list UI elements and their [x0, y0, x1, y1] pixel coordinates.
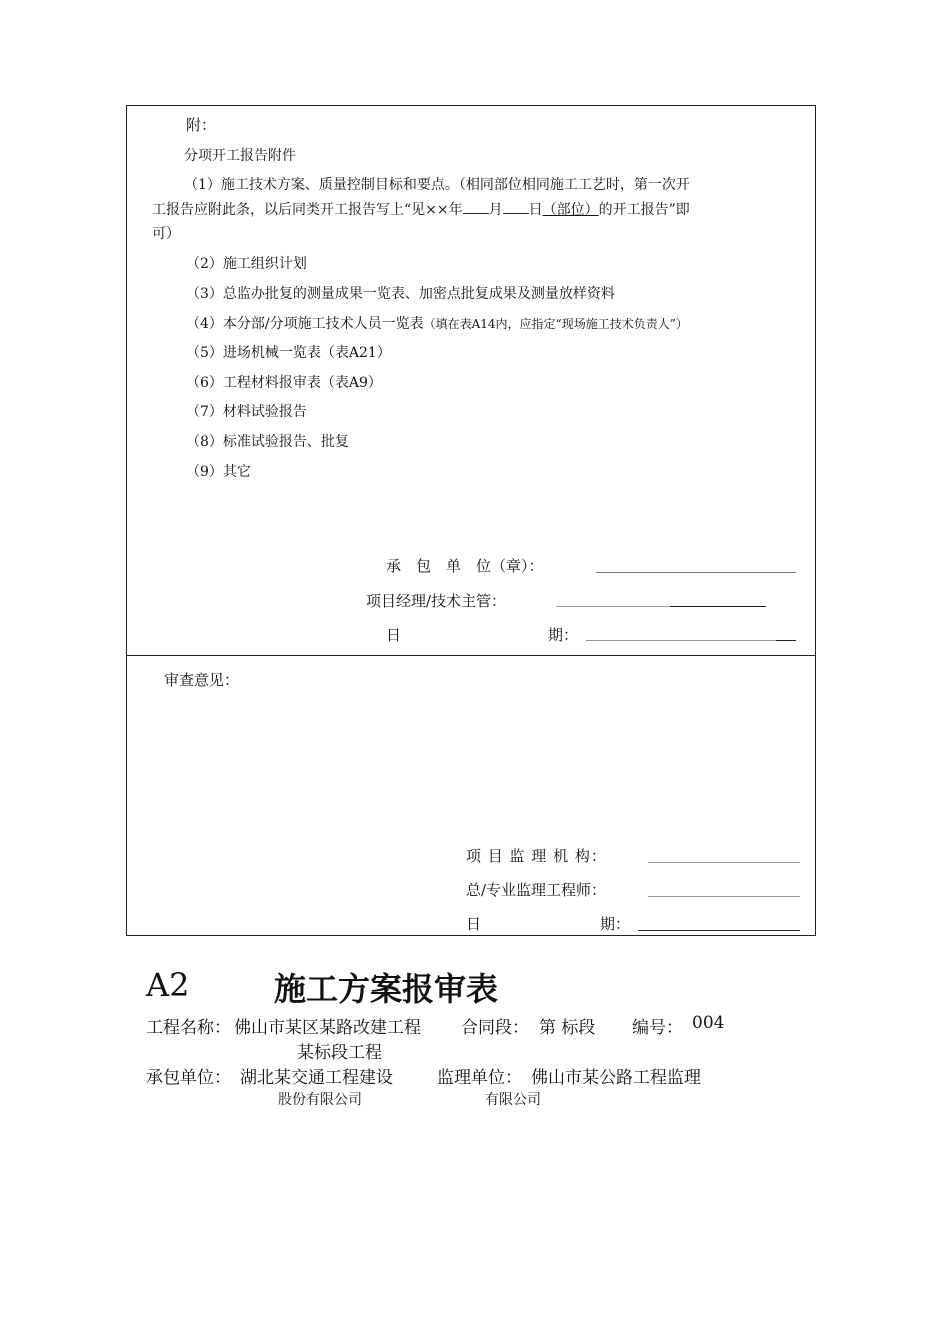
- review-heading: 审查意见：: [164, 671, 240, 689]
- review-date-line: [638, 930, 800, 931]
- supervising-engineer-line: [648, 896, 800, 897]
- contractor-value-2: 股份有限公司: [278, 1092, 362, 1108]
- contractor-date-label-b: 期：: [548, 626, 579, 644]
- month-blank: [503, 213, 529, 214]
- contractor-date-line-2: [776, 640, 796, 641]
- contract-section-value: 第 标段: [539, 1018, 596, 1038]
- review-date-label-a: 日: [466, 915, 482, 933]
- project-name-label: 工程名称：: [146, 1018, 231, 1038]
- contractor-value: 湖北某交通工程建设: [240, 1068, 393, 1088]
- attachment-item-8: （8）标准试验报告、批复: [186, 434, 349, 450]
- supervisor-value-2: 有限公司: [485, 1092, 541, 1108]
- review-date-label-b: 期：: [600, 915, 631, 933]
- attachment-item-9: （9）其它: [186, 464, 251, 480]
- contractor-unit-label: 承 包 单 位（章）：: [386, 557, 544, 575]
- supervising-engineer-label: 总/专业监理工程师：: [466, 881, 607, 899]
- project-name-value: 佛山市某区某路改建工程: [234, 1018, 421, 1038]
- contractor-label: 承包单位：: [146, 1068, 231, 1088]
- attachment-heading: 附：: [186, 116, 217, 134]
- attachment-item-6: （6）工程材料报审表（表A9）: [186, 375, 382, 391]
- attachment-item-5: （5）进场机械一览表（表A21）: [186, 345, 391, 361]
- item-4-note: （填在表A14内，应指定“现场施工技术负责人”）: [423, 317, 688, 331]
- month-text: 月: [488, 202, 503, 218]
- item-1-text: 工报告应附此条，以后同类开工报告写上“见××年: [152, 202, 463, 218]
- item-4-main: （4）本分部/分项施工技术人员一览表: [186, 316, 424, 332]
- attachment-item-1-line-3: 可）: [152, 226, 180, 242]
- day-text: 日: [528, 202, 543, 218]
- year-blank: [463, 213, 489, 214]
- contractor-unit-line: [596, 572, 796, 573]
- item-1-tail: 的开工报告”即: [598, 202, 690, 218]
- form-number-value: 004: [692, 1013, 725, 1033]
- form-number-label: 编号：: [632, 1018, 683, 1038]
- contract-section-label: 合同段：: [461, 1018, 529, 1038]
- contractor-date-line: [586, 640, 776, 641]
- attachment-item-3: （3）总监办批复的测量成果一览表、加密点批复成果及测量放样资料: [186, 286, 615, 302]
- manager-line-2: [670, 606, 766, 607]
- part-text: （部位）: [542, 202, 599, 218]
- attachment-item-1-line-1: （1）施工技术方案、质量控制目标和要点。（相同部位相同施工工艺时，第一次开: [184, 177, 690, 193]
- attachment-subheading: 分项开工报告附件: [184, 148, 296, 164]
- attachment-item-7: （7）材料试验报告: [186, 404, 307, 420]
- supervisor-label: 监理单位：: [437, 1068, 522, 1088]
- form-code: A2: [146, 966, 190, 1004]
- attachment-item-2: （2）施工组织计划: [186, 256, 307, 272]
- project-name-value-2: 某标段工程: [297, 1043, 382, 1063]
- manager-line: [556, 606, 670, 607]
- contractor-date-label-a: 日: [386, 626, 402, 644]
- supervision-agency-line: [648, 862, 800, 863]
- manager-label: 项目经理/技术主管：: [366, 592, 507, 610]
- form-title: 施工方案报审表: [274, 970, 499, 1008]
- attachment-item-1-line-2: [152, 199, 690, 219]
- supervisor-value: 佛山市某公路工程监理: [531, 1068, 701, 1088]
- attachment-item-4: [186, 313, 688, 333]
- supervision-agency-label: 项 目 监 理 机 构：: [466, 847, 607, 865]
